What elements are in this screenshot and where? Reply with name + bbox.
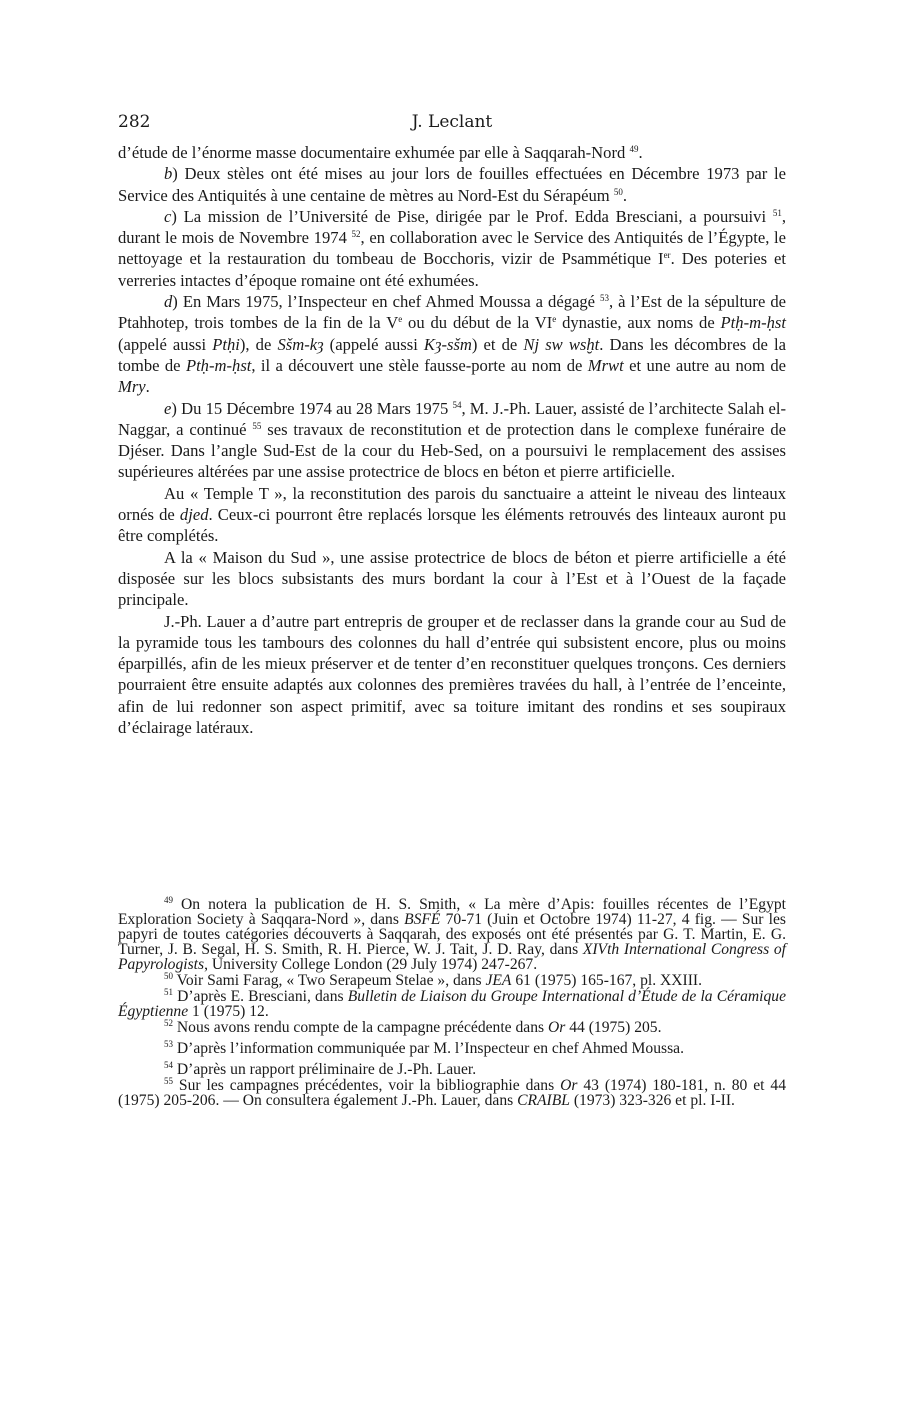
paragraph: c) La mission de l’Université de Pise, dirigée par le Prof. Edda Bresciani, a poursuivi $^{51}$, durant le mois de Novembre 1974 $^{52}$, en collaboration avec le Service des Antiquités de l’Égypte, le nettoyage et la restauration du tombeau de Bocchoris, vizir de Psammétique Ier. Des poteries et verreries intactes d’époque romaine ont été exhumées. [118,206,787,290]
paragraph: b) Deux stèles ont été mises au jour lors de fouilles effectuées en Décembre 1973 par le Service des Antiquités à une centaine de mètres au Nord-Est du Sérapéum $^{50}$. [118,164,786,205]
footnote: $^{50}$ Voir Sami Farag, « Two Serapeum Stelae », dans JEA 61 (1975) 165-167, pl. XXIII. [164,971,703,989]
footnote: $^{55}$ Sur les campagnes précédentes, voir la bibliographie dans Or 43 (1974) 180-181, n. 80 et 44 (1975) 205-206. — On consultera également J.-Ph. Lauer, dans CRAIBL (1973) 323-326 et pl. I-II. [118,1076,786,1109]
footnote: $^{52}$ Nous avons rendu compte de la campagne précédente dans Or 44 (1975) 205. [164,1018,662,1036]
page [118,112,786,738]
page-header [118,112,786,142]
footnote: $^{54}$ D’après un rapport préliminaire de J.-Ph. Lauer. [164,1060,477,1078]
footnotes [118,897,786,1109]
footnote: $^{53}$ D’après l’information communiquée par M. l’Inspecteur en chef Ahmed Moussa. [164,1039,684,1057]
paragraph: d’étude de l’énorme masse documentaire exhumée par elle à Saqqarah-Nord $^{49}$. [118,143,643,162]
running-title: J. Leclant [411,112,493,132]
paragraph: A la « Maison du Sud », une assise protectrice de blocs de béton et pierre artificielle a été disposée sur les blocs subsistants des murs bordant la cour à l’Est et à l’Ouest de la façade principale. [118,547,786,610]
paragraph: J.-Ph. Lauer a d’autre part entrepris de grouper et de reclasser dans la grande cour au Sud de la pyramide tous les tambours des colonnes du hall d’entrée qui subsistent encore, plus ou moins éparpillés, afin de les mieux préserver et de tenter d’en reconstituer quelques tronçons. Ces derniers pourraient être ensuite adaptés aux colonnes des premières travées du hall, à l’entrée de l’enceinte, afin de lui redonner son aspect primitif, avec sa toiture imitant des rondins et ses soupiraux d’éclairage latéraux. [118,611,786,738]
body-text [118,142,786,738]
paragraph: Au « Temple T », la reconstitution des parois du sanctuaire a atteint le niveau des linteaux ornés de djed. Ceux-ci pourront être replacés lorsque les éléments retrouvés des linteaux auront pu être complétés. [118,483,786,546]
footnote: $^{51}$ D’après E. Bresciani, dans Bulletin de Liaison du Groupe International d’Étude de la Céramique Égyptienne 1 (1975) 12. [118,987,786,1020]
paragraph: d) En Mars 1975, l’Inspecteur en chef Ahmed Moussa a dégagé $^{53}$, à l’Est de la sépulture de Ptahhotep, trois tombes de la fin de la Ve ou du début de la VIe dynastie, aux noms de Ptḥ-m-ḥst (appelé aussi Ptḥi), de Sšm-kȝ (appelé aussi Kȝ-sšm) et de Nj sw wsḫt. Dans les décombres de la tombe de Ptḥ-m-ḥst, il a découvert une stèle fausse-porte au nom de Mrwt et une autre au nom de Mry. [118,292,787,397]
page-number: 282 [118,112,151,132]
paragraph: e) Du 15 Décembre 1974 au 28 Mars 1975 $^{54}$, M. J.-Ph. Lauer, assisté de l’architecte Salah el-Naggar, a continué $^{55}$ ses travaux de reconstitution et de protection dans le complexe funéraire de Djéser. Dans l’angle Sud-Est de la cour du Heb-Sed, on a poursuivi le remplacement des assises supérieures altérées par une assise protectrice de blocs en béton et pierre artificielle. [118,398,787,482]
footnote: $^{49}$ On notera la publication de H. S. Smith, « La mère d’Apis: fouilles récentes de l’Egypt Exploration Society à Saqqara-Nord », dans BSFÉ 70-71 (Juin et Octobre 1974) 11-27, 4 fig. — Sur les papyri de toutes catégories découverts à Saqqarah, des exposés ont été présentés par G. T. Martin, E. G. Turner, J. B. Segal, H. S. Smith, R. H. Pierce, W. J. Tait, J. D. Ray, dans XIVth International Congress of Papyrologists, University College London (29 July 1974) 247-267. [118,895,786,973]
